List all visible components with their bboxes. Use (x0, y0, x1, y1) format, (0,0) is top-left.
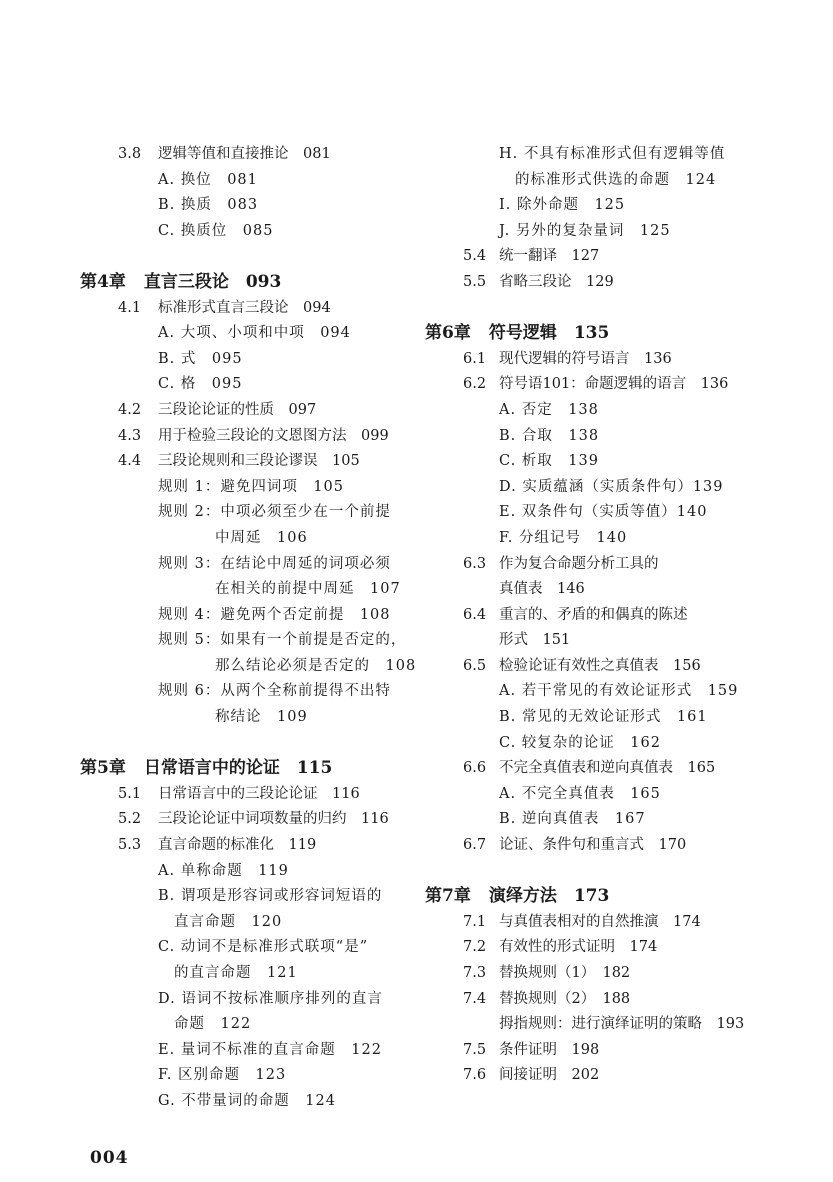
section-number: 3.8 (118, 146, 142, 162)
toc-entry (425, 1038, 825, 1064)
chapter-number: 第7章 (425, 886, 471, 907)
entry-text: 在相关的前提中周延 107 (215, 581, 401, 598)
toc-entry (425, 168, 825, 194)
entry-text: 省略三段论 129 (499, 273, 614, 290)
entry-text: B. 合取 138 (499, 427, 600, 444)
toc-entry (425, 372, 825, 398)
chapter-title: 直言三段论 093 (143, 271, 282, 292)
entry-text: A. 单称命题 119 (158, 862, 289, 879)
entry-text: E. 双条件句（实质等值）140 (499, 504, 708, 521)
toc-entry (80, 372, 425, 398)
toc-entry (425, 424, 825, 450)
entry-text: A. 换位 081 (158, 171, 258, 188)
entry-text: 逻辑等值和直接推论 081 (158, 146, 331, 162)
toc-entry (425, 679, 825, 705)
section-number: 7.4 (463, 990, 487, 1007)
chapter-number: 第4章 (80, 271, 126, 292)
toc-entry (425, 603, 825, 629)
toc-entry (80, 705, 425, 731)
entry-text: B. 式 095 (158, 350, 243, 367)
toc-entry (80, 475, 425, 501)
entry-text: 日常语言中的三段论论证 116 (158, 785, 360, 802)
section-number: 4.1 (118, 299, 142, 316)
section-number: 6.5 (463, 657, 487, 674)
entry-text: 符号语101：命题逻辑的语言 136 (499, 376, 729, 393)
toc-entry (425, 935, 825, 961)
spacer (80, 731, 425, 757)
toc-entry (80, 398, 425, 424)
toc-entry (425, 475, 825, 501)
entry-text: A. 若干常见的有效论证形式 159 (499, 683, 739, 700)
entry-text: 真值表 146 (499, 581, 585, 598)
toc-entry (425, 1063, 825, 1089)
entry-text: 的标准形式供选的命题 124 (515, 171, 717, 188)
entry-text: 检验论证有效性之真值表 156 (499, 657, 701, 674)
entry-text: C. 格 095 (158, 376, 243, 393)
entry-text: 现代逻辑的符号语言 136 (499, 350, 672, 367)
entry-text: 规则 2：中项必须至少在一个前提 (158, 504, 391, 521)
entry-text: 有效性的形式证明 174 (499, 939, 658, 956)
entry-text: D. 实质蕴涵（实质条件句）139 (499, 478, 724, 495)
section-number: 5.3 (118, 837, 142, 854)
section-number: 4.4 (118, 453, 142, 470)
toc-entry (425, 987, 825, 1013)
toc-entry (80, 321, 425, 347)
entry-text: 替换规则（1） 182 (499, 965, 631, 981)
toc-entry (425, 807, 825, 833)
toc-entry (425, 347, 825, 373)
entry-text: 三段论论证的性质 097 (158, 401, 317, 418)
chapter-heading (425, 321, 825, 347)
toc-left-column (80, 142, 425, 1115)
entry-text: 规则 5：如果有一个前提是否定的， (158, 632, 407, 649)
entry-text: 直言命题 120 (174, 913, 283, 930)
toc-entry (80, 1012, 425, 1038)
toc-entry (425, 756, 825, 782)
section-number: 6.2 (463, 376, 487, 393)
section-number: 7.5 (463, 1041, 487, 1058)
entry-text: 与真值表相对的自然推演 174 (499, 913, 701, 930)
spacer (425, 296, 825, 322)
toc-entry (425, 628, 825, 654)
entry-text: B. 逆向真值表 167 (499, 811, 646, 828)
toc-entry (425, 244, 825, 270)
entry-text: C. 较复杂的论证 162 (499, 734, 661, 751)
toc-entry (425, 398, 825, 424)
entry-text: G. 不带量词的命题 124 (158, 1092, 336, 1109)
entry-text: 标准形式直言三段论 094 (158, 299, 331, 316)
entry-text: 规则 1：避免四词项 105 (158, 478, 345, 495)
toc-entry (80, 142, 425, 168)
toc-entry (80, 219, 425, 245)
toc-entry (80, 449, 425, 475)
entry-text: 统一翻译 127 (499, 248, 600, 265)
section-number: 6.4 (463, 606, 487, 623)
entry-text: 三段论论证中词项数量的归约 116 (158, 811, 389, 828)
toc-entry (80, 910, 425, 936)
chapter-title: 日常语言中的论证 115 (143, 758, 333, 779)
toc-entry (80, 603, 425, 629)
entry-text: 拇指规则：进行演绎证明的策略 193 (499, 1016, 745, 1033)
toc-entry (80, 859, 425, 885)
toc-entry (425, 731, 825, 757)
toc-entry (425, 526, 825, 552)
entry-text: 用于检验三段论的文恩图方法 099 (158, 427, 389, 444)
toc-entry (80, 782, 425, 808)
section-number: 5.1 (118, 785, 142, 802)
section-number: 7.2 (463, 939, 487, 956)
section-number: 5.2 (118, 811, 142, 828)
chapter-heading (425, 884, 825, 910)
entry-text: F. 区别命题 123 (158, 1067, 287, 1084)
chapter-title: 符号逻辑 135 (488, 323, 610, 344)
toc-entry (80, 1063, 425, 1089)
toc-entry (425, 910, 825, 936)
toc-entry (80, 526, 425, 552)
entry-text: A. 不完全真值表 165 (499, 785, 661, 802)
toc-entry (80, 679, 425, 705)
toc-entry (425, 219, 825, 245)
toc-entry (80, 654, 425, 680)
entry-text: 替换规则（2） 188 (499, 990, 631, 1007)
entry-text: J. 另外的复杂量词 125 (499, 222, 671, 239)
page-number: 004 (90, 1148, 129, 1168)
entry-text: C. 析取 139 (499, 453, 599, 470)
toc-entry (80, 424, 425, 450)
section-number: 6.7 (463, 837, 487, 854)
toc-entry (80, 347, 425, 373)
toc-right-column (425, 142, 825, 1089)
toc-entry (425, 961, 825, 987)
toc-entry (425, 782, 825, 808)
toc-entry (80, 296, 425, 322)
chapter-heading (80, 270, 425, 296)
chapter-title: 演绎方法 173 (488, 886, 610, 907)
toc-entry (80, 628, 425, 654)
toc-entry (80, 833, 425, 859)
section-number: 7.6 (463, 1067, 487, 1084)
toc-entry (425, 193, 825, 219)
entry-text: 重言的、矛盾的和偶真的陈述 (499, 606, 688, 623)
chapter-number: 第6章 (425, 323, 471, 344)
chapter-number: 第5章 (80, 758, 126, 779)
entry-text: 三段论规则和三段论谬误 105 (158, 453, 360, 470)
entry-text: C. 换质位 085 (158, 222, 274, 239)
entry-text: F. 分组记号 140 (499, 529, 628, 546)
toc-entry (80, 935, 425, 961)
toc-entry (80, 1038, 425, 1064)
toc-entry (425, 705, 825, 731)
toc-entry (80, 1089, 425, 1115)
toc-entry (80, 807, 425, 833)
entry-text: D. 语词不按标准顺序排列的直言 (158, 990, 383, 1007)
entry-text: 称结论 109 (215, 709, 308, 726)
entry-text: 那么结论必须是否定的 108 (215, 657, 417, 674)
entry-text: 的直言命题 121 (174, 965, 298, 981)
entry-text: E. 量词不标准的直言命题 122 (158, 1041, 382, 1058)
entry-text: I. 除外命题 125 (499, 197, 626, 214)
toc-entry (425, 142, 825, 168)
entry-text: 规则 4：避免两个否定前提 108 (158, 606, 391, 623)
section-number: 6.3 (463, 555, 487, 572)
entry-text: 间接证明 202 (499, 1067, 600, 1084)
toc-entry (425, 552, 825, 578)
section-number: 7.1 (463, 913, 487, 930)
entry-text: A. 否定 138 (499, 401, 599, 418)
toc-entry (80, 577, 425, 603)
section-number: 7.3 (463, 965, 487, 981)
toc-entry (425, 654, 825, 680)
entry-text: 不完全真值表和逆向真值表 165 (499, 760, 716, 777)
entry-text: 规则 3：在结论中周延的词项必须 (158, 555, 391, 572)
toc-entry (425, 1012, 825, 1038)
entry-text: B. 换质 083 (158, 197, 259, 214)
section-number: 6.6 (463, 760, 487, 777)
entry-text: 作为复合命题分析工具的 (499, 555, 659, 572)
toc-entry (80, 987, 425, 1013)
entry-text: 条件证明 198 (499, 1041, 600, 1058)
section-number: 5.4 (463, 248, 487, 265)
spacer (80, 244, 425, 270)
section-number: 5.5 (463, 273, 487, 290)
entry-text: 论证、条件句和重言式 170 (499, 837, 687, 854)
entry-text: C. 动词不是标准形式联项“是” (158, 939, 369, 956)
entry-text: 形式 151 (499, 632, 571, 649)
section-number: 4.2 (118, 401, 142, 418)
entry-text: B. 常见的无效论证形式 161 (499, 709, 708, 726)
entry-text: A. 大项、小项和中项 094 (158, 325, 351, 342)
toc-entry (80, 961, 425, 987)
section-number: 6.1 (463, 350, 487, 367)
toc-entry (425, 270, 825, 296)
section-number: 4.3 (118, 427, 142, 444)
toc-entry (80, 552, 425, 578)
chapter-heading (80, 756, 425, 782)
toc-entry (80, 193, 425, 219)
entry-text: 命题 122 (174, 1016, 252, 1033)
toc-entry (80, 500, 425, 526)
toc-entry (80, 884, 425, 910)
toc-entry (80, 168, 425, 194)
toc-entry (425, 449, 825, 475)
toc-entry (425, 833, 825, 859)
entry-text: 直言命题的标准化 119 (158, 837, 317, 854)
entry-text: B. 谓项是形容词或形容词短语的 (158, 888, 383, 905)
entry-text: 中周延 106 (215, 529, 308, 546)
toc-entry (425, 577, 825, 603)
entry-text: H. 不具有标准形式但有逻辑等值 (499, 146, 726, 162)
toc-entry (425, 500, 825, 526)
spacer (425, 859, 825, 885)
entry-text: 规则 6：从两个全称前提得不出特 (158, 683, 391, 700)
